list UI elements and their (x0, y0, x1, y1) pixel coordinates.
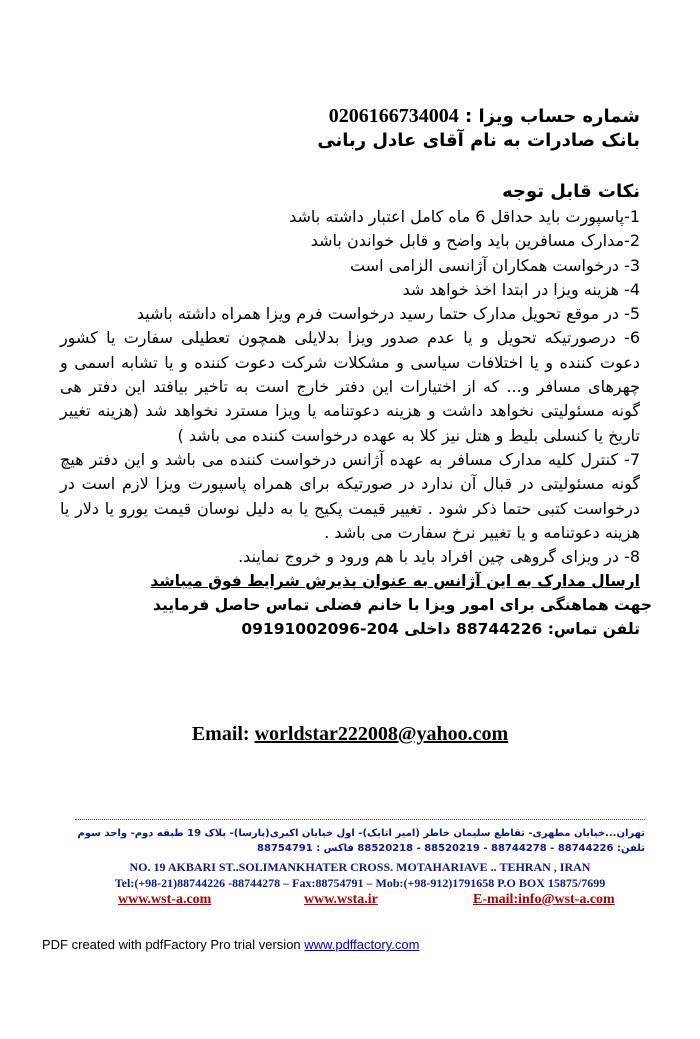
pdf-note-text: PDF created with pdfFactory Pro trial version (42, 937, 301, 952)
notes-list (60, 205, 652, 641)
footer-divider (75, 819, 645, 820)
footer-address-fa-1: تهران...خیابان مطهری- تقاطع سلیمان خاطر (امیر اتابک)- اول خیابان اکبری(پارسا)- پلاک 19 طبقه دوم- واحد سوم (77, 828, 645, 839)
footer-link-wsta[interactable]: www.wsta.ir (304, 892, 378, 907)
footer-contacts-en: Tel:(+98-21)88744226 -88744278 – Fax:88754791 – Mob:(+98-912)1791658 P.O BOX 15875/7699 (114, 876, 606, 890)
pdf-creator-note (42, 937, 419, 952)
coordination-line: جهت هماهنگی برای امور ویزا با خانم فضلی تماس حاصل فرمایید (152, 596, 652, 615)
pdffactory-link[interactable]: www.pdffactory.com (304, 937, 420, 952)
footer-link-email[interactable]: E-mail:info@wst-a.com (473, 892, 615, 907)
account-label: شماره حساب ویزا : (465, 106, 640, 127)
footer-address-fa (75, 826, 645, 856)
note-item-5: 5- در موقع تحویل مدارک حتما رسید درخواست فرم ویزا همراه داشته باشید (136, 304, 640, 324)
email-link[interactable]: worldstar222008@yahoo.com (254, 723, 509, 745)
footer-address-en: NO. 19 AKBARI ST..SOLIMANKHATER CROSS. MOTAHARIAVE .. TEHRAN , IRAN (129, 860, 591, 874)
account-line (40, 104, 640, 129)
note-item-8: 8- در ویزای گروهی چین افراد باید با هم ورود و خروج نمایند. (238, 547, 640, 567)
bank-line: بانک صادرات به نام آقای عادل ربانی (317, 130, 640, 151)
email-label: Email: (191, 723, 250, 745)
note-item-4: 4- هزینه ویزا در ابتدا اخذ خواهد شد (402, 279, 640, 299)
notes-title: نکات قابل توجه (502, 181, 640, 202)
account-block (40, 104, 640, 153)
account-number: 0206166734004 (328, 105, 459, 127)
note-item-6: 6- درصورتیکه تحویل و یا عدم صدور ویزا بدلایلی همچون تعطیلی سفارت یا کشور دعوت کننده و یا اختلافات سیاسی و مشکلات شرکت دعوت کننده و یا تشابه اسمی و چهرهای مسافر و... که از اختیارات این دفتر خارج است به تاخیر بیافتد این دفتر هی گونه مسئولیتی نخواهد داشت و هزینه دعوتنامه یا ویزا مسترد نخواهد شد (هزینه تغییر تاریخ یا کنسلی بلیط و هتل نیز کلا به عهده درخواست کننده می باشد ) (60, 328, 640, 445)
note-item-3: 3- درخواست همکاران آژانسی الزامی است (349, 255, 640, 275)
footer-link-wst-a[interactable]: www.wst-a.com (118, 892, 212, 907)
note-item-1: 1-پاسپورت باید حداقل 6 ماه کامل اعتبار داشته باشد (289, 207, 640, 226)
email-line (0, 723, 700, 746)
phone-line: تلفن تماس: 88744226 داخلی 204-09191002096 (241, 620, 640, 639)
footer-address-fa-2: تلفن: 88744226 - 88744278 - 88520219 - 88520218 فاکس : 88754791 (257, 843, 645, 854)
acceptance-line: ارسال مدارک به این آژانس به عنوان پذیرش شرایط فوق میباشد (150, 572, 640, 591)
note-item-2: 2-مدارک مسافرین باید واضح و قابل خواندن باشد (310, 231, 640, 251)
note-item-7: 7- کنترل کلیه مدارک مسافر به عهده آژانس درخواست کننده می باشد و این دفتر هیچ گونه مسئولیتی در قبال آن ندارد در صورتیکه برای همراه پاسپورت ویزا لازم است در درخواست کتبی حتما ذکر شود . تغییر قیمت پکیج یا به دلیل نوسان قیمت یورو یا دلار یا هزینه دعوتنامه و یا تغییر نرخ سفارت می باشد . (60, 449, 640, 542)
